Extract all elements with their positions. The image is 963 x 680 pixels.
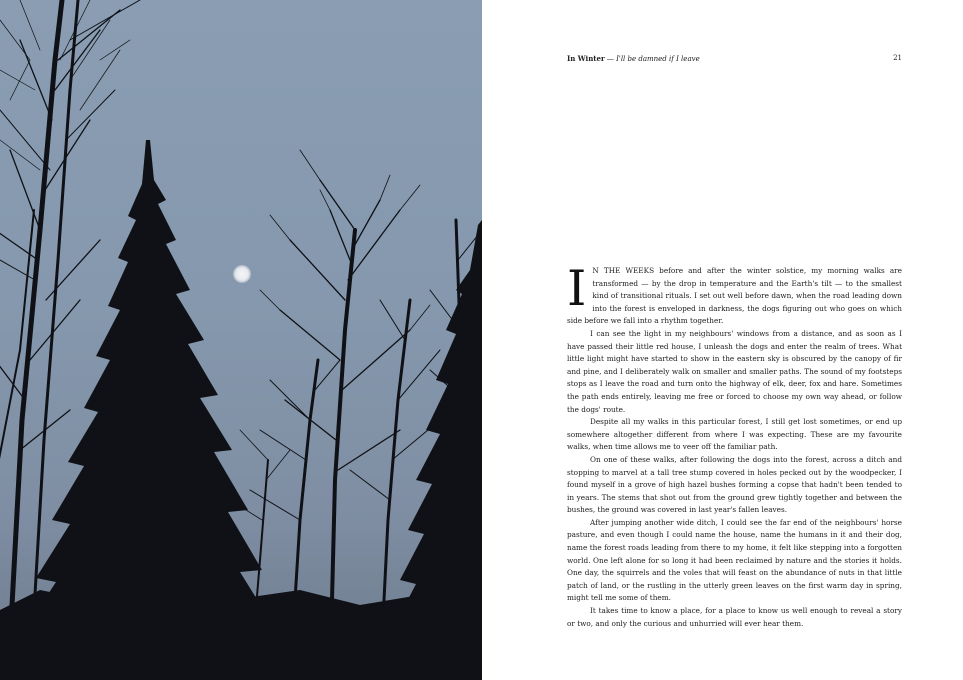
running-head: [567, 54, 903, 64]
paragraph: After jumping another wide ditch, I could see the far end of the neighbours' horse pasture, and even though I could name the house, name the humans in it and their dog, name the forest roads leading from there to my home, it felt like stepping into a forgotten world. One left alone for so long it had been reclaimed by nature and the stories it holds. One day, the squirrels and the voles that will feast on the abundance of nuts in that little patch of land, or the rustling in the utterly green leaves on the first warm day in spring, might tell me some of them.: [567, 517, 902, 603]
lead-in: N THE WEEKS: [592, 266, 655, 275]
page-number: 21: [893, 54, 902, 62]
drop-cap: I: [567, 260, 587, 317]
moon: [233, 265, 251, 283]
paragraph: On one of these walks, after following the dogs into the forest, across a ditch and stopping to marvel at a tall tree stump covered in holes pecked out by the woodpecker, I found myself in a grove of high hazel bushes forming a copse that hadn't been tended to in years. The stems that shot out from the ground grew tightly together and between the bushes, the ground was covered in last year's fallen leaves.: [567, 454, 902, 515]
article-body: [567, 260, 902, 630]
running-head-subtitle: I'll be damned if I leave: [616, 55, 700, 63]
running-head-separator: —: [604, 55, 617, 63]
spruce-tree: [0, 140, 482, 680]
running-head-title: In Winter: [567, 54, 605, 63]
paragraph: [567, 260, 902, 328]
paragraph: I can see the light in my neighbours' windows from a distance, and as soon as I have passed their little red house, I unleash the dogs and enter the realm of trees. What little light might have started to show in the eastern sky is obscured by the canopy of fir and pine, and I deliberately walk on smaller and smaller paths. The sound of my footsteps stops as I leave the road and turn onto the highway of elk, deer, fox and hare. Sometimes the path ends entirely, leaving me free or forced to choose my own way ahead, or follow the dogs' route.: [567, 328, 902, 414]
paragraph-text: before and after the winter solstice, my morning walks are transformed — by the drop in temperature and the Earth's tilt — to the smallest kind of transitional rituals. I set out well before dawn, when the road leading down into the forest is enveloped in darkness, the dogs figuring out who goes on which side before we fall into a rhythm together.: [567, 266, 902, 326]
text-page: [482, 0, 963, 680]
paragraph: Despite all my walks in this particular forest, I still get lost sometimes, or end up somewhere altogether different from where I was expecting. These are my favourite walks, when time allows me to veer off the familiar path.: [567, 417, 902, 452]
paragraph: It takes time to know a place, for a place to know us well enough to reveal a story or two, and only the curious and unhurried will ever hear them.: [567, 606, 902, 628]
